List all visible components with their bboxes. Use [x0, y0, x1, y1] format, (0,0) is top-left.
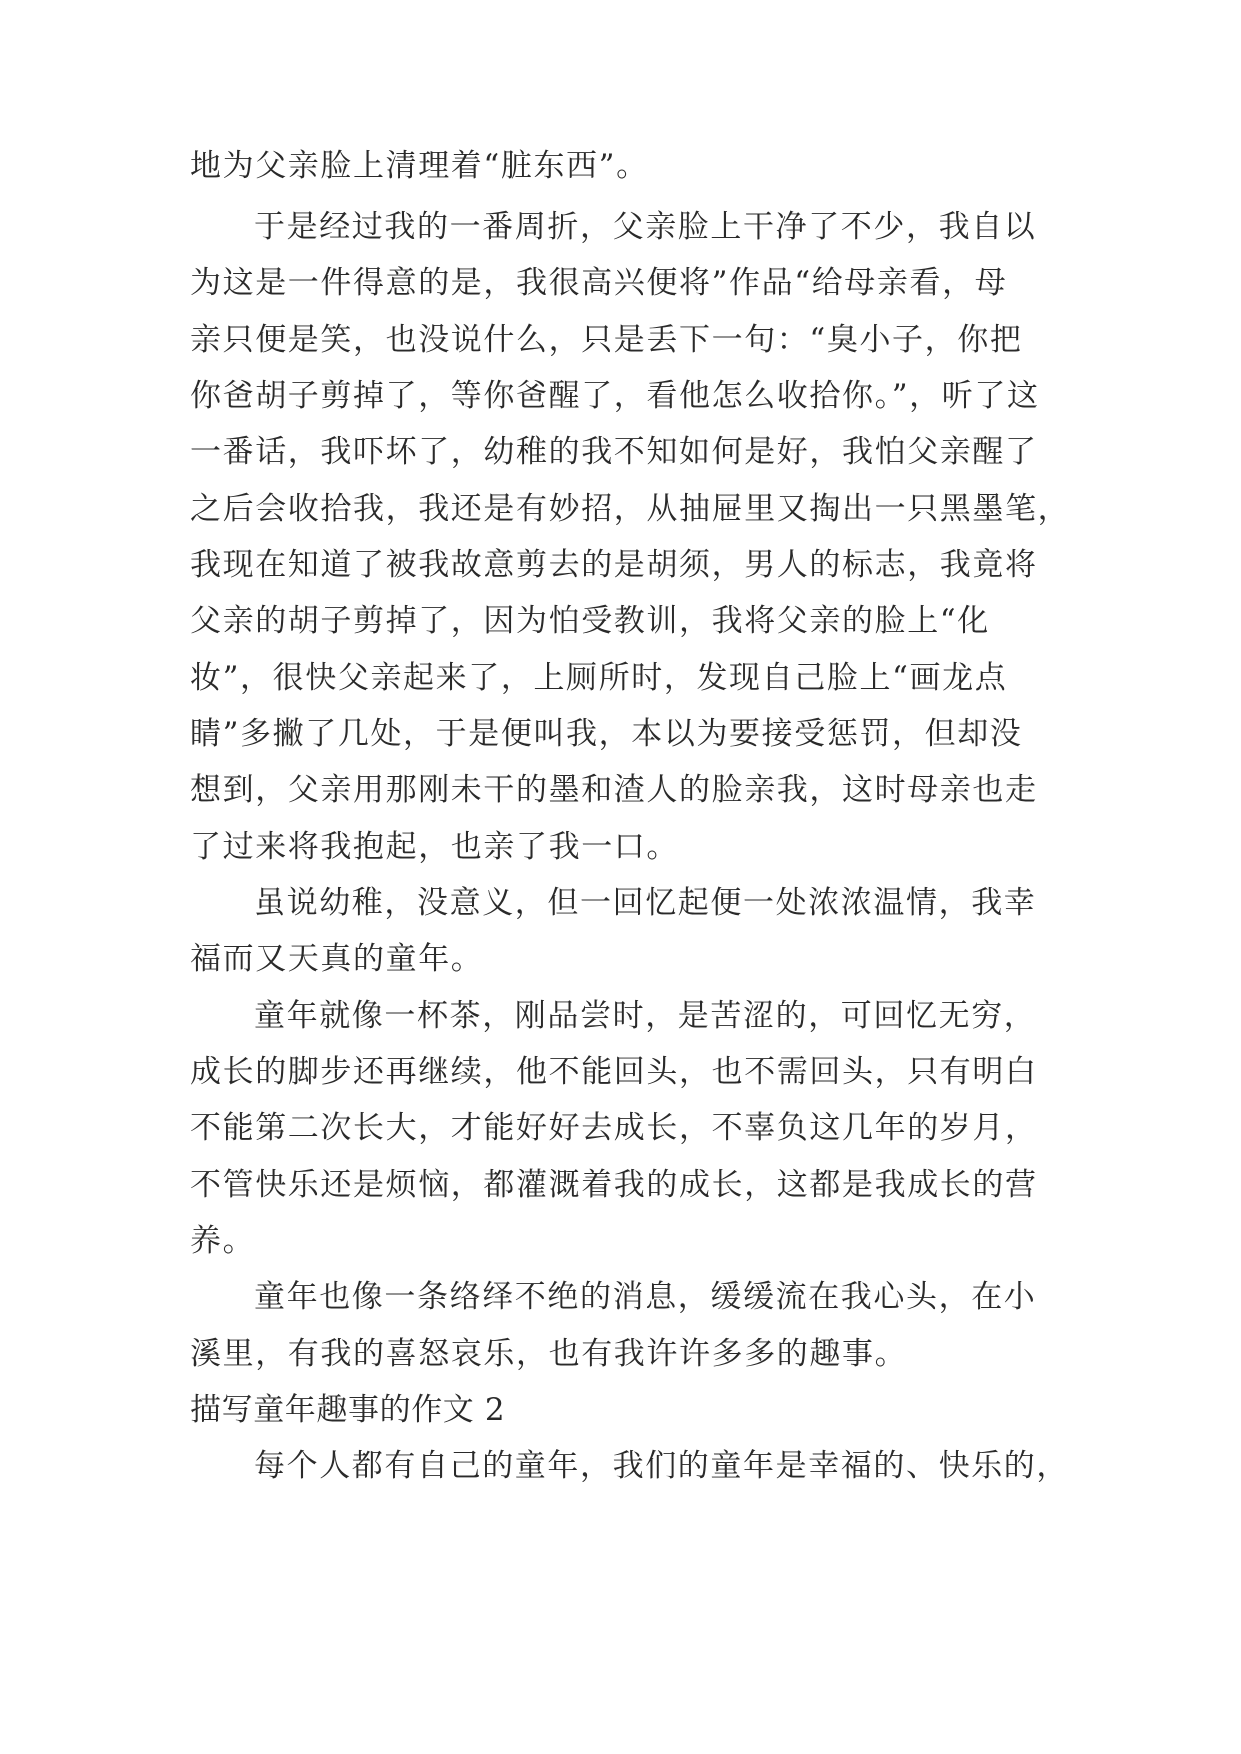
text-line: 一番话，我吓坏了，幼稚的我不知如何是好，我怕父亲醒了 — [190, 434, 1038, 470]
text-line: 为这是一件得意的是，我很高兴便将”作品“给母亲看，母 — [190, 265, 1008, 301]
text-line: 之后会收拾我，我还是有妙招，从抽屉里又掏出一只黑墨笔， — [190, 491, 1071, 527]
text-line: 不能第二次长大，才能好好去成长，不辜负这几年的岁月， — [190, 1110, 1038, 1146]
text-line: 妆”，很快父亲起来了，上厕所时，发现自己脸上“画龙点 — [190, 660, 1008, 696]
text-line: 想到，父亲用那刚未干的墨和渣人的脸亲我，这时母亲也走 — [190, 772, 1038, 808]
paragraph-start-line: 虽说幼稚，没意义，但一回忆起便一处浓浓温情，我幸 — [254, 885, 1037, 921]
text-line: 养。 — [190, 1223, 256, 1259]
paragraph-start-line: 每个人都有自己的童年，我们的童年是幸福的、快乐的， — [254, 1448, 1069, 1484]
paragraph-start-line: 童年就像一杯茶，刚品尝时，是苦涩的，可回忆无穷， — [254, 998, 1037, 1034]
text-line: 福而又天真的童年。 — [190, 941, 484, 977]
section-heading: 描写童年趣事的作文 2 — [190, 1392, 506, 1428]
paragraph-start-line: 于是经过我的一番周折，父亲脸上干净了不少，我自以 — [254, 209, 1037, 245]
text-line: 地为父亲脸上清理着“脏东西”。 — [190, 148, 649, 184]
text-line: 睛”多撇了几处，于是便叫我，本以为要接受惩罚，但却没 — [190, 716, 1023, 752]
text-line: 不管快乐还是烦恼，都灌溉着我的成长，这都是我成长的营 — [190, 1167, 1038, 1203]
text-line: 溪里，有我的喜怒哀乐，也有我许许多多的趣事。 — [190, 1336, 908, 1372]
text-line: 了过来将我抱起，也亲了我一口。 — [190, 829, 679, 865]
text-line: 我现在知道了被我故意剪去的是胡须，男人的标志，我竟将 — [190, 547, 1038, 583]
text-line: 父亲的胡子剪掉了，因为怕受教训，我将父亲的脸上“化 — [190, 603, 990, 639]
text-line: 你爸胡子剪掉了，等你爸醒了，看他怎么收拾你。”，听了这 — [190, 378, 1040, 414]
text-line: 亲只便是笑，也没说什么，只是丢下一句：“臭小子，你把 — [190, 322, 1023, 358]
text-line: 成长的脚步还再继续，他不能回头，也不需回头，只有明白 — [190, 1054, 1038, 1090]
paragraph-start-line: 童年也像一条络绎不绝的消息，缓缓流在我心头，在小 — [254, 1279, 1037, 1315]
